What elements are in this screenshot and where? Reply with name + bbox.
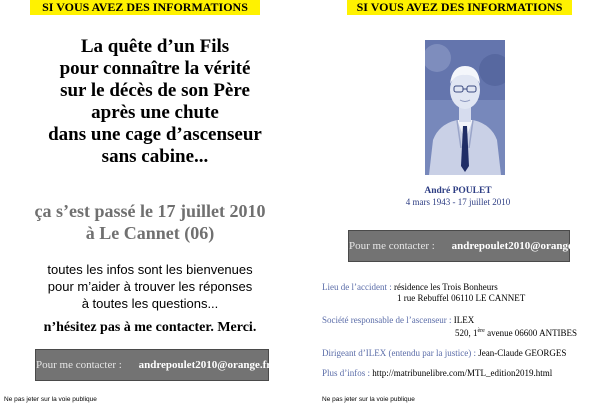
portrait-icon <box>425 40 505 175</box>
infos-line-1: toutes les infos sont les bienvenues <box>47 262 253 277</box>
infos-line-2: pour m’aider à trouver les réponses <box>47 279 253 294</box>
contact-label: Pour me contacter : <box>349 240 435 252</box>
accident-label: Lieu de l’accident : <box>322 282 392 292</box>
accident-address: 1 rue Rebuffel 06110 LE CANNET <box>397 293 526 303</box>
right-contact-box <box>348 230 585 262</box>
date-location <box>10 200 290 244</box>
company-address-end: avenue 06600 ANTIBES <box>484 328 578 338</box>
headline-line-2: pour connaître la vérité <box>59 58 251 79</box>
right-page <box>300 0 600 407</box>
left-banner: SI VOUS AVEZ DES INFORMATIONS <box>30 0 260 15</box>
company-address-start: 520, 1 <box>455 328 478 338</box>
headline-line-5: dans une cage d’ascenseur <box>48 124 262 145</box>
right-banner: SI VOUS AVEZ DES INFORMATIONS <box>347 0 572 15</box>
headline-line-6: sans cabine... <box>101 146 209 167</box>
director-value: Jean-Claude GEORGES <box>478 348 567 358</box>
left-contact-box <box>35 349 272 381</box>
company-row <box>322 315 474 326</box>
infos-line-3: à toutes les questions... <box>81 296 219 311</box>
accident-value: résidence les Trois Bonheurs <box>393 282 498 292</box>
date-line: ça s’est passé le 17 juillet 2010 <box>34 201 266 221</box>
infos-request <box>10 261 290 312</box>
more-info-row <box>322 368 552 379</box>
left-footer: Ne pas jeter sur la voie publique <box>4 396 97 403</box>
director-label: Dirigeant d’ILEX (entendu par la justice) : <box>322 348 476 358</box>
location-line: à Le Cannet (06) <box>85 223 215 243</box>
person-name: André POULET <box>424 186 492 196</box>
person-dates: 4 mars 1943 - 17 juillet 2010 <box>405 197 511 207</box>
headline-line-4: après une chute <box>91 102 219 123</box>
headline <box>10 36 300 168</box>
contact-email-link[interactable]: andrepoulet2010@orange.fr <box>138 359 272 371</box>
company-value: ILEX <box>453 315 475 325</box>
company-address-sup: ère <box>477 328 485 334</box>
director-row <box>322 348 566 359</box>
company-address <box>455 326 577 339</box>
right-footer: Ne pas jeter sur la voie publique <box>322 396 415 403</box>
headline-line-3: sur le décès de son Père <box>60 80 250 101</box>
contact-label: Pour me contacter : <box>36 359 122 371</box>
accident-row <box>322 282 498 293</box>
more-info-link[interactable]: http://matribunelibre.com/MTL_edition2019.html <box>372 368 553 378</box>
headline-line-1: La quête d’un Fils <box>80 36 230 57</box>
contact-email-link[interactable]: andrepoulet2010@orange.fr <box>451 240 585 252</box>
portrait-photo <box>425 40 505 175</box>
more-info-label: Plus d’infos : <box>322 368 371 378</box>
company-label: Société responsable de l’ascenseur : <box>322 315 452 325</box>
thanks-line: n’hésitez pas à me contacter. Merci. <box>43 320 257 335</box>
name-block <box>388 186 528 208</box>
